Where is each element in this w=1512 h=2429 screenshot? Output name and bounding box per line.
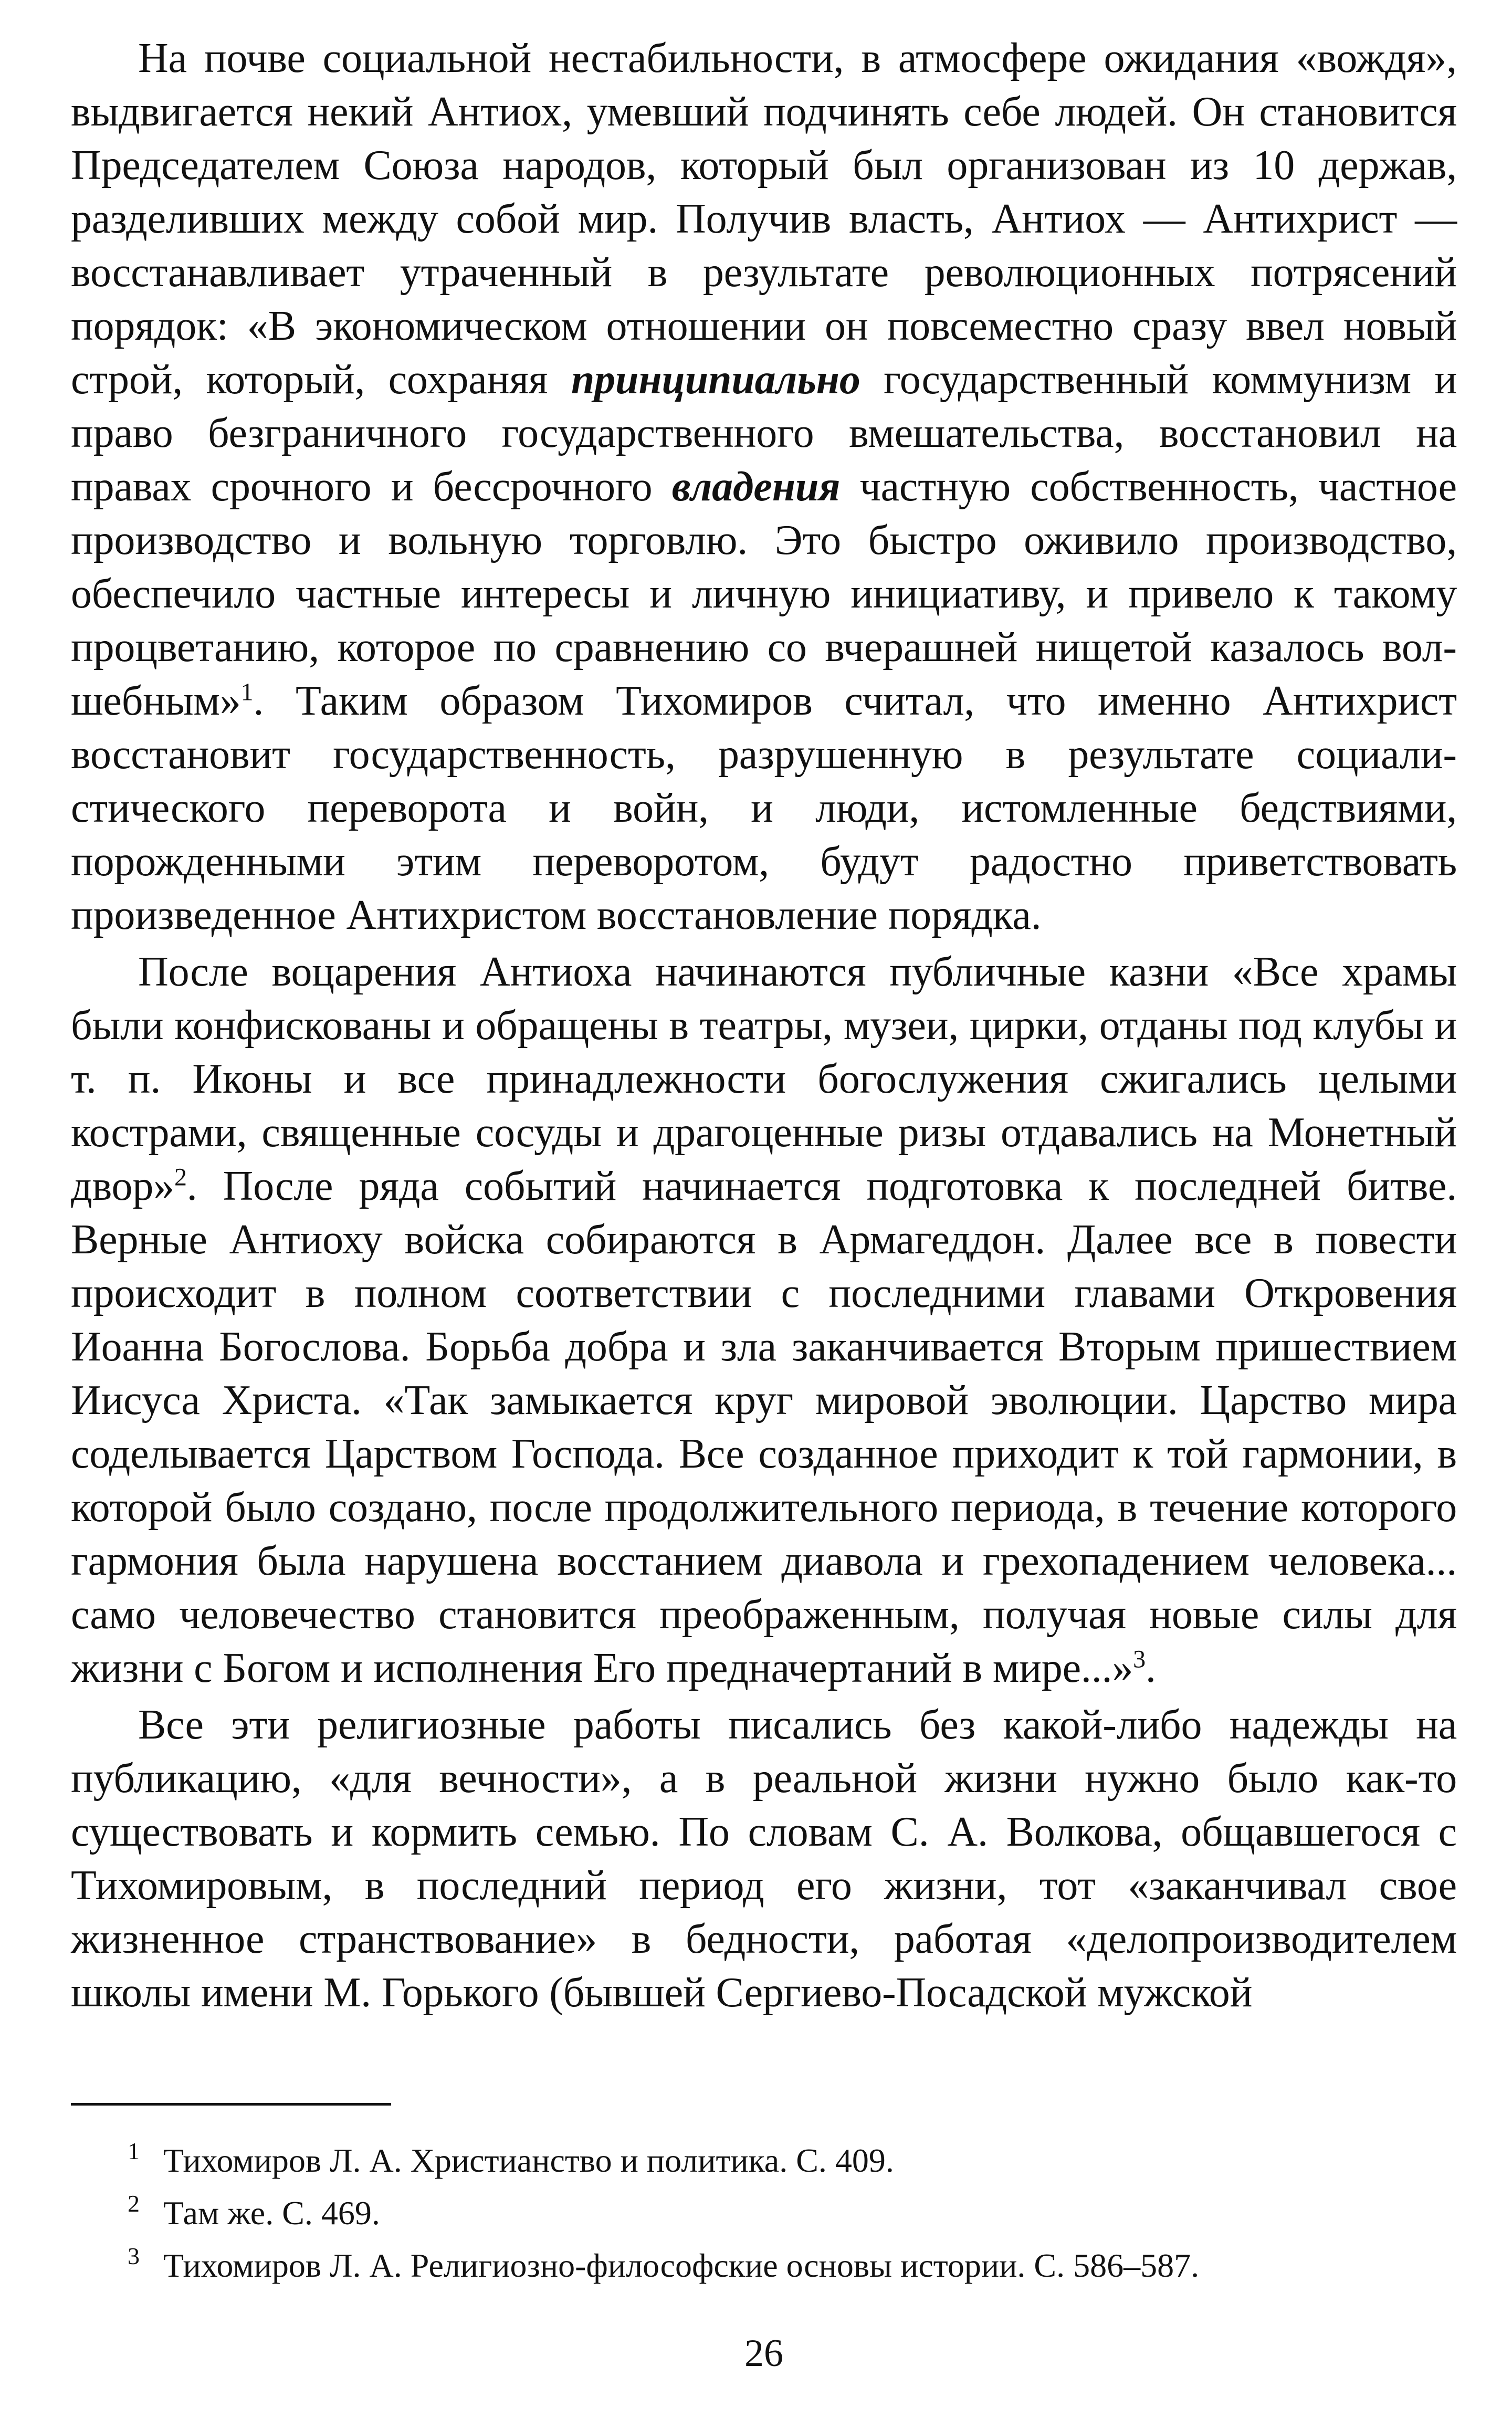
italic-emphasis: принципиально <box>571 357 860 403</box>
footnote-text: Там же. С. 469. <box>163 2194 380 2232</box>
footnote-2 <box>71 2187 1457 2239</box>
footnote-text: Тихомиров Л. А. Христианство и политика. С. 409. <box>163 2142 894 2179</box>
text-run: государственный коммунизм и право безграничного государственного вмешательства, восстановил на правах срочного и бессрочного <box>71 357 1457 510</box>
page-number: 26 <box>744 2332 783 2375</box>
footnote-3 <box>71 2239 1457 2292</box>
footnotes <box>71 2134 1457 2292</box>
paragraph-1 <box>71 32 1457 942</box>
footnote-reference: 2 <box>174 1163 187 1191</box>
footnote-text: Тихомиров Л. А. Религиозно-философские основы истории. С. 586–587. <box>163 2247 1200 2284</box>
footnote-mark: 1 <box>128 2138 140 2164</box>
footnote-mark: 3 <box>128 2243 140 2269</box>
footnote-separator <box>71 2103 391 2106</box>
footnote-mark: 2 <box>128 2190 140 2217</box>
text-run: частную собственность, частное производство и вольную торговлю. Это быстро оживило производство, обеспечило частные интересы и личную инициативу, и привело к такому процветанию, которое по сравнению со вчерашней нищетой казалось волшебным» <box>71 464 1457 724</box>
text-run: После воцарения Антиоха начинаются публичные казни «Все храмы были конфискованы и обращены в театры, музеи, цирки, отданы под клубы и т. п. Иконы и все принадлежности богослужения сжигались целыми кострами, священные сосуды и драгоценные ризы отдавались на Монетный двор» <box>71 949 1457 1209</box>
text-run: . Таким образом Тихомиров считал, что именно Антихрист восстановит государственность, разрушенную в результате социалистического переворота и войн, и люди, истомленные бедствиями, порожденными этим переворотом, будут радостно приветствовать произведенное Антихристом восстановление порядка. <box>71 678 1457 938</box>
footnote-reference: 1 <box>240 678 254 706</box>
text-run: . После ряда событий начинается подготовка к последней битве. Верные Антиоху войска собираются в Армагеддон. Далее все в повести происходит в полном соответствии с последними главами Откровения Иоанна Богослова. Борьба добра и зла заканчивается Вторым пришествием Иисуса Христа. «Так замыкается круг мировой эволюции. Царство мира соделывается Царством Господа. Все созданное приходит к той гармонии, в которой было создано, после продолжительного периода, в течение которого гармония была нарушена восстанием диавола и грехопадением человека... само человечество становится преображенным, получая новые силы для жизни с Богом и исполнения Его предначертаний в мире...» <box>71 1163 1457 1691</box>
footnote-1 <box>71 2134 1457 2187</box>
italic-emphasis: владения <box>671 464 841 510</box>
paragraph-2 <box>71 945 1457 1695</box>
text-run: Все эти религиозные работы писались без какой-либо надежды на публикацию, «для вечности», а в реальной жизни нужно было как-то существовать и кормить семью. По словам С. А. Волкова, общавшегося с Тихомировым, в последний период его жизни, тот «заканчивал свое жизненное странствование» в бедности, работая «делопроизводителем школы имени М. Горького (бывшей Сергиево-Посадской мужской <box>71 1702 1457 2016</box>
text-run: На почве социальной нестабильности, в атмосфере ожидания «вождя», выдвигается некий Антиох, умевший подчинять себе людей. Он становится Председателем Союза народов, который был организован из 10 держав, разделивших между собой мир. Получив власть, Антиох — Антихрист — восстанавливает утраченный в результате революционных потрясений порядок: «В экономическом отношении он повсеместно сразу ввел новый строй, который, сохраняя <box>71 35 1457 403</box>
main-text <box>71 32 1457 2019</box>
text-run: . <box>1145 1645 1156 1691</box>
footnote-reference: 3 <box>1133 1645 1146 1673</box>
book-page <box>71 32 1457 2405</box>
paragraph-3 <box>71 1698 1457 2019</box>
